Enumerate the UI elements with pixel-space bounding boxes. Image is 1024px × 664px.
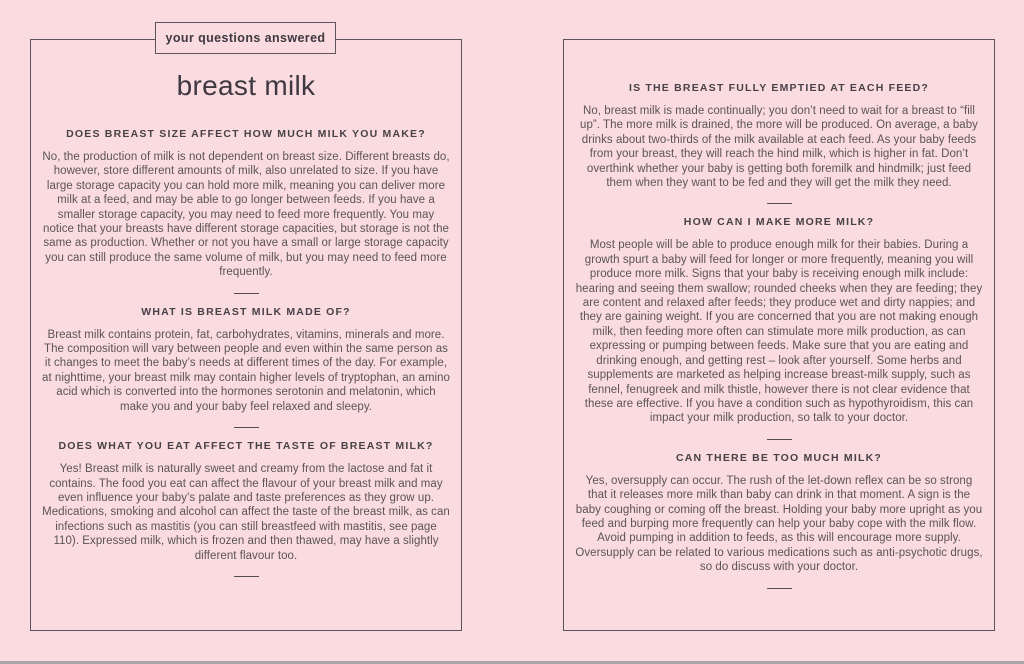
answer-paragraph: No, breast milk is made continually; you don’t need to wait for a breast to “fill up”. The more milk is drained, the more will be produced. On average, a baby drinks about two-thirds of the milk available at each feed. As your baby feeds from your breast, they will reach the hind milk, which is higher in fat. Don’t overthink whether your baby is getting both foremilk and hindmilk; just feed them when they want to be fed and they will get the milk they need. (580, 105, 978, 190)
qa-tab (155, 22, 336, 54)
answer-paragraph: No, the production of milk is not dependent on breast size. Different breasts do, however, store different amounts of milk, also unrelated to size. If you have large storage capacity you can hold more milk, meaning you can deliver more milk at a feed, and may be able to go longer between feeds. If you have a smaller storage capacity, you may need to feed more frequently. You may notice that your breasts have different storage capacities, but storage is not the same as production. Whether or not you have a small or large storage capacity you can still produce the same volume of milk, but you may need to feed more frequently. (42, 151, 450, 279)
answer-paragraph: Yes! Breast milk is naturally sweet and creamy from the lactose and fat it contains. The food you eat can affect the flavour of your breast milk and may even influence your baby’s palate and taste preferences as they grow up. Medications, smoking and alcohol can affect the taste of the breast milk, as can infections such as mastitis (you can still breastfeed with mastitis, see page 110). Expressed milk, which is frozen and then thawed, may have a slightly different flavour too. (42, 463, 450, 562)
qa-section (31, 306, 461, 428)
section-divider (234, 293, 259, 294)
answer-paragraph: Yes, oversupply can occur. The rush of the let-down reflex can be so strong that it releases more milk than baby can drink in that moment. A sign is the baby coughing or coming off the breast. Holding your baby more upright as you feed and burping more frequently can help your baby cope with the milk flow. Avoid pumping in addition to feeds, as this will encourage more supply. Oversupply can be related to various medications such as anti-psychotic drugs, so do discuss with your doctor. (575, 474, 983, 574)
section-divider (234, 427, 259, 428)
right-page (563, 39, 995, 631)
left-page (30, 39, 462, 631)
answer-paragraph: Most people will be able to produce enough milk for their babies. During a growth spurt a baby will feed for longer or more frequently, meaning you will produce more milk. Signs that your baby is receiving enough milk include: hearing and seeing them swallow; rounded cheeks when they are feeding; they are content and relaxed after feeds; they produce wet and dirty nappies; and they are gaining weight. If you are concerned that you are not making enough milk, then feeding more often can stimulate more milk production, as can expressing or pumping between feeds. Make sure that you are eating and drinking enough, and getting rest – look after yourself. Some herbs and supplements are marketed as helping increase breast-milk supply, such as fennel, fenugreek and milk thistle, however there is not clear evidence that these are effective. If you have a condition such as hypothyroidism, this can impact your milk production, so talk to your doctor. (575, 239, 983, 425)
tab-label: your questions answered (165, 31, 326, 45)
question-heading: CAN THERE BE TOO MUCH MILK? (675, 451, 883, 464)
question-heading: IS THE BREAST FULLY EMPTIED AT EACH FEED? (628, 82, 930, 94)
question-heading: DOES WHAT YOU EAT AFFECT THE TASTE OF BREAST MILK? (58, 440, 434, 453)
answer-paragraph: Breast milk contains protein, fat, carbohydrates, vitamins, minerals and more. The composition will vary between people and even within the same person as it changes to meet the baby’s needs at different times of the day. For example, at nighttime, your breast milk may contain higher levels of tryptophan, an amino acid which is converted into the hormones serotonin and melatonin, which make you and your baby feel relaxed and sleepy. (42, 328, 450, 413)
section-divider (234, 576, 259, 577)
question-heading: WHAT IS BREAST MILK MADE OF? (141, 305, 351, 318)
qa-section (564, 452, 994, 589)
qa-section (564, 216, 994, 439)
section-divider (767, 203, 792, 204)
question-heading: DOES BREAST SIZE AFFECT HOW MUCH MILK YOU MAKE? (66, 128, 426, 140)
section-divider (767, 588, 792, 589)
question-heading: HOW CAN I MAKE MORE MILK? (683, 216, 875, 229)
page-title: breast milk (176, 70, 316, 101)
qa-section (564, 82, 994, 204)
section-divider (767, 439, 792, 440)
qa-section (31, 128, 461, 294)
qa-section (31, 440, 461, 577)
